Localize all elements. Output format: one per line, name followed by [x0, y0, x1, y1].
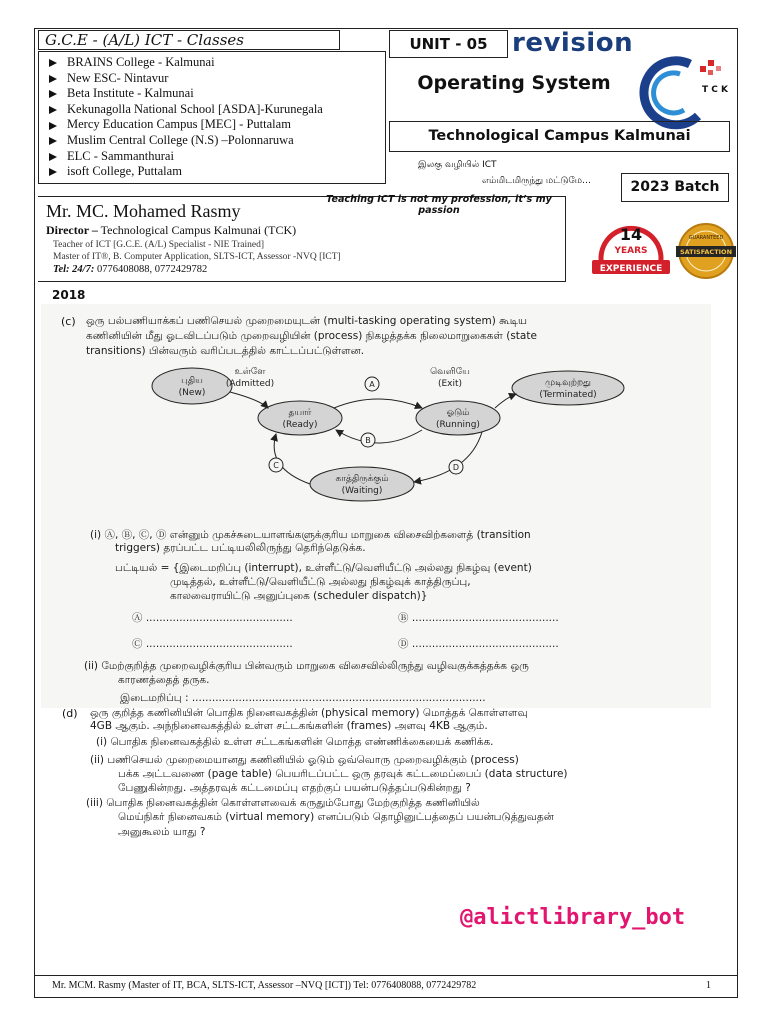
satisfaction-seal-icon: [676, 222, 736, 280]
answer-blank-d: Ⓓ ............................................: [398, 638, 559, 650]
campus-name: Technological Campus Kalmunai: [389, 121, 730, 152]
credentials-line-2: Master of IT®, B. Computer Application, SLTS-ICT, Assessor -NVQ [ICT]: [53, 252, 341, 262]
answer-blank-a: Ⓐ ............................................: [132, 612, 293, 624]
page-number: 1: [706, 980, 711, 991]
list-item: [49, 55, 385, 71]
state-label: (Ready): [282, 420, 318, 430]
college-name: Beta Institute - Kalmunai: [67, 86, 194, 101]
experience-badge-icon: [588, 214, 674, 282]
question-d-line-2: 4GB ஆகும். அந்நினைவகத்தில் உள்ள சட்டகங்களின் (frames) அளவு 4KB ஆகும்.: [90, 720, 488, 732]
question-d-line-1: ஒரு குறித்த கணினியின் பொதிக நினைவகத்தின் (physical memory) மொத்தக் கொள்ளளவு: [90, 707, 528, 719]
passion-quote: Teaching ICT is not my profession, it’s my passion: [326, 194, 552, 216]
arrow-bullet-icon: [49, 74, 58, 83]
college-name: ELC - Sammanthurai: [67, 148, 174, 163]
college-name: Kekunagolla National School [ASDA]-Kurunegala: [67, 101, 323, 116]
question-ci-line-4: முடித்தல், உள்ளீட்டு/வெளியீட்டு அல்லது நிகழ்வுக் காத்திருப்பு,: [170, 576, 471, 588]
exit-label: (Exit): [437, 379, 463, 389]
arrow-bullet-icon: [49, 121, 58, 130]
logo-letters: T C K: [702, 85, 728, 95]
marker-label: A: [369, 380, 375, 389]
years-word: YEARS: [614, 246, 648, 256]
experience-word: EXPERIENCE: [599, 264, 663, 274]
exam-year: 2018: [52, 288, 86, 302]
revision-logo-text: revision: [512, 28, 634, 58]
arrow-bullet-icon: [49, 89, 58, 98]
question-ci-line-5: காலவைராயிட்டு அனுப்புகை (scheduler dispatch)}: [170, 590, 428, 602]
question-ci-line-2: triggers) தரப்பட்ட பட்டியலிலிருந்து தெரிந்தெடுக்க.: [115, 542, 366, 554]
marker-label: B: [365, 436, 371, 445]
list-item: [49, 86, 385, 102]
arrow-bullet-icon: [49, 58, 58, 67]
question-label-c: (c): [61, 315, 76, 328]
tamil-tagline-1: இலகு வழியில் ICT: [418, 160, 497, 170]
question-dii-line-3: பேணுகின்றது. அத்தரவுக் கட்டமைப்பு எதற்குப் பயன்படுத்தப்படுகின்றது ?: [118, 782, 471, 794]
tel-label: Tel: 24/7:: [53, 264, 95, 275]
state-label: (New): [178, 388, 206, 398]
state-label: (Terminated): [539, 390, 597, 400]
director-label: Director –: [46, 223, 98, 237]
list-item: [49, 164, 385, 180]
arrow-b: [336, 430, 422, 443]
arrow-exit: [495, 394, 516, 408]
guaranteed-text: GUARANTEED: [688, 235, 724, 241]
question-cii-line-2: காரணத்தைத் தருக.: [118, 674, 210, 686]
tck-logo-icon: [620, 56, 730, 130]
footer-divider: [34, 975, 738, 976]
satisfaction-text: SATISFACTION: [679, 248, 733, 256]
state-label: முடிவுற்றது: [545, 378, 591, 388]
marker-label: D: [452, 463, 460, 472]
college-name: Muslim Central College (N.S) –Polonnaruwa: [67, 132, 294, 147]
question-dii-line-1: (ii) பணிசெயல் முறைமையானது கணினியில் ஓடும் ஒவ்வொரு முறைவழிக்கும் (process): [90, 754, 519, 766]
state-label: தயார்: [288, 408, 312, 418]
college-name: BRAINS College - Kalmunai: [67, 55, 215, 69]
batch-badge: 2023 Batch: [621, 173, 729, 202]
exit-label: வெளியே: [430, 367, 470, 377]
gce-classes-title: G.C.E - (A/L) ICT - Classes: [38, 30, 340, 50]
question-label-d: (d): [62, 707, 78, 720]
teacher-name: Mr. MC. Mohamed Rasmy: [46, 201, 241, 221]
tamil-tagline-2: எம்மிடமிருந்து மட்டுமே…: [482, 176, 591, 186]
topic-title: Operating System: [417, 72, 611, 94]
list-item: [49, 102, 385, 118]
state-label: காத்திருக்கும்: [335, 474, 389, 484]
state-label: (Waiting): [341, 486, 383, 496]
question-dii-line-2: பக்க அட்டவணை (page table) பெயரிடப்பட்ட ஒரு தரவுக் கட்டமைப்பைப் (data structure): [118, 768, 568, 780]
state-label: ஓடும்: [446, 408, 470, 418]
question-c-line-3: transitions) பின்வரும் வரிப்படத்தில் காட்டப்பட்டுள்ளன.: [86, 345, 365, 357]
college-name: isoft College, Puttalam: [67, 164, 182, 179]
admitted-label: உள்ளே: [234, 367, 266, 377]
arrow-bullet-icon: [49, 136, 58, 145]
director-org: Technological Campus Kalmunai (TCK): [97, 223, 297, 237]
process-state-diagram: [150, 364, 630, 512]
list-item: [49, 71, 385, 87]
telephone: [53, 264, 207, 275]
question-di: (i) பொதிக நினைவகத்தில் உள்ள சட்டகங்களின் மொத்த எண்ணிக்கையைக் கணிக்க.: [96, 736, 494, 748]
arrow-a: [334, 399, 422, 408]
question-c-line-2: கணினியின் மீது ஓடவிடப்படும் முறைவழியின் (process) நிகழத்தக்க நிலைமாறுகைகள் (state: [86, 330, 537, 342]
tel-numbers: 0776408088, 0772429782: [94, 264, 208, 275]
arrow-bullet-icon: [49, 167, 58, 176]
question-diii-line-2: மெய்நிகர் நினைவகம் (virtual memory) எனப்படும் தொழினுட்பத்தைப் பயன்படுத்துவதன்: [118, 811, 554, 823]
college-name: New ESC- Nintavur: [67, 70, 169, 85]
question-diii-line-1: (iii) பொதிக நினைவகத்தின் கொள்ளளவைக் கருதும்போது மேற்குறித்த கணினியில்: [86, 797, 480, 809]
state-label: புதிய: [181, 376, 203, 386]
list-item: [49, 117, 385, 133]
question-cii-line-3: இடைமறிப்பு : ........................................................................................: [120, 692, 486, 704]
question-ci-line-3: பட்டியல் = {இடைமறிப்பு (interrupt), உள்ளீட்டு/வெளியீட்டு அல்லது நிகழ்வு (event): [115, 562, 532, 574]
question-cii-line-1: (ii) மேற்குறித்த முறைவழிக்குரிய பின்வரும் மாறுகை விசைவில்லிருந்து வழிவகுக்கத்தக்க ஒரு: [84, 660, 529, 672]
marker-label: C: [273, 461, 279, 470]
state-label: (Running): [436, 420, 480, 430]
question-diii-line-3: அனுகூலம் யாது ?: [118, 826, 206, 838]
arrow-bullet-icon: [49, 105, 58, 114]
director-title: [46, 223, 296, 238]
college-list: [38, 51, 386, 184]
list-item: [49, 149, 385, 165]
list-item: [49, 133, 385, 149]
credentials-line-1: Teacher of ICT [G.C.E. (A/L) Specialist - NIE Trained]: [53, 240, 265, 250]
telegram-handle-watermark: @alictlibrary_bot: [460, 905, 686, 930]
arrow-d: [414, 432, 482, 482]
question-c-line-1: ஒரு பல்பணியாக்கப் பணிசெயல் முறைமையுடன் (multi-tasking operating system) கூடிய: [86, 315, 528, 327]
years-number: 14: [619, 225, 643, 244]
unit-label: UNIT - 05: [389, 30, 508, 58]
college-name: Mercy Education Campus [MEC] - Puttalam: [67, 117, 291, 132]
answer-blank-c: Ⓒ ............................................: [132, 638, 293, 650]
admitted-label: (Admitted): [225, 379, 275, 389]
answer-blank-b: Ⓑ ............................................: [398, 612, 559, 624]
arrow-admitted: [230, 392, 268, 408]
footer-credit: Mr. MCM. Rasmy (Master of IT, BCA, SLTS-ICT, Assessor –NVQ [ICT]) Tel: 0776408088, 0772429782: [52, 980, 477, 991]
question-ci-line-1: (i) Ⓐ, Ⓑ, Ⓒ, Ⓓ என்னும் முகச்சுடையாளங்களுக்குரிய மாறுகை விசைவிற்களைத் (transition: [90, 529, 531, 541]
state-new: [152, 368, 232, 404]
arrow-bullet-icon: [49, 152, 58, 161]
